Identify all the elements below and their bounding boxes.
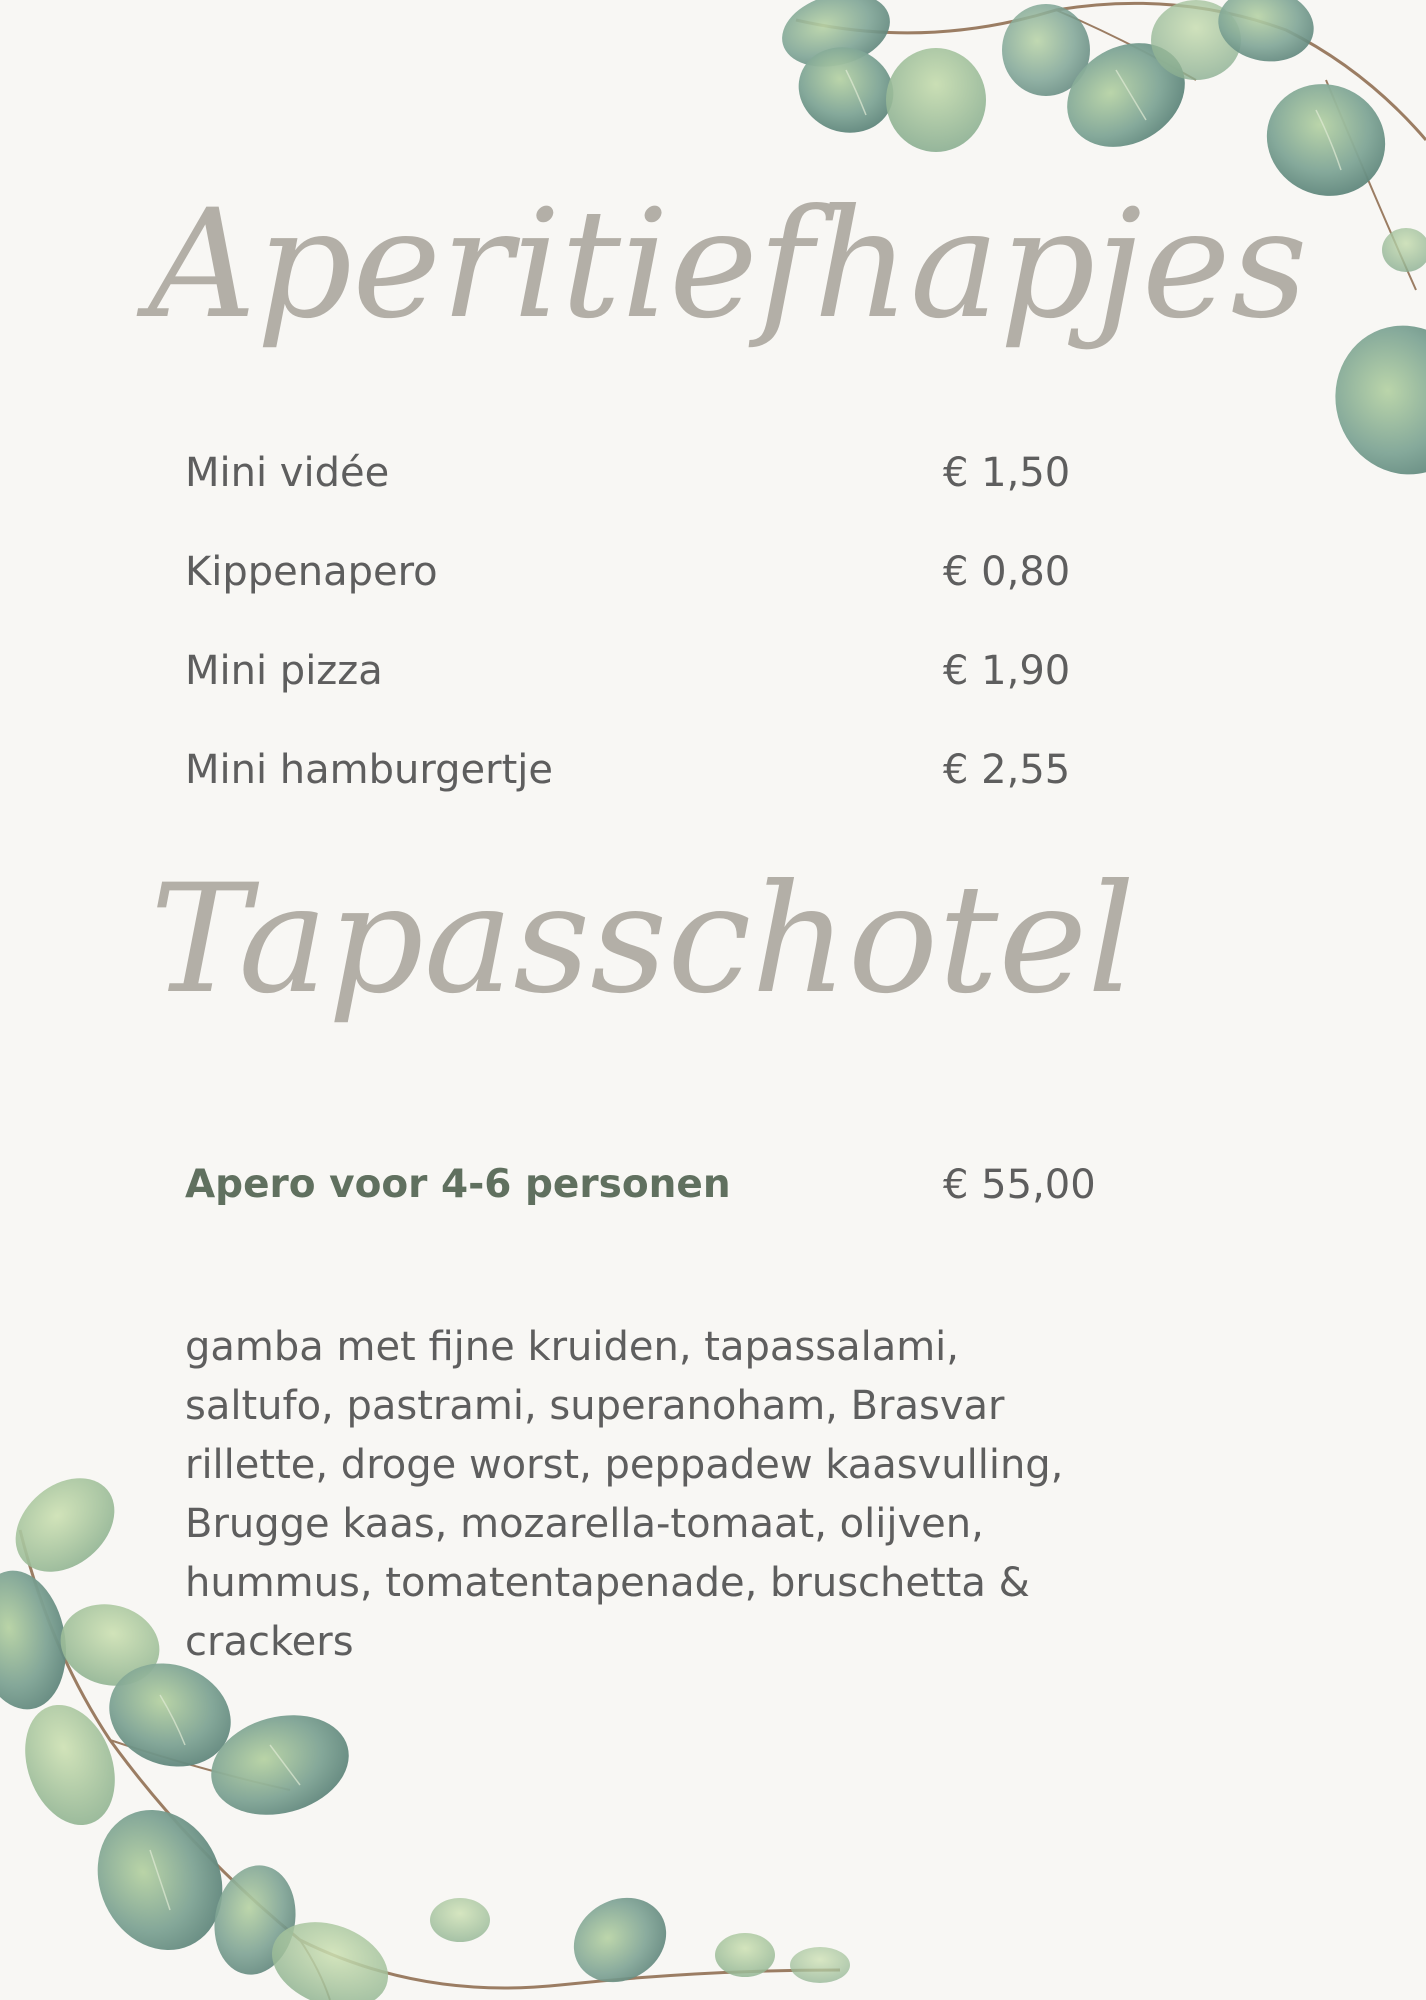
menu-item-name: Mini pizza: [185, 648, 383, 694]
menu-item-name: Kippenapero: [185, 549, 438, 595]
menu-item: [185, 648, 1185, 698]
featured-item-price: € 55,00: [943, 1162, 1096, 1208]
section-title-aperitiefhapjes: Aperitiefhapjes: [148, 178, 1308, 352]
menu-item-price: € 1,50: [943, 450, 1071, 496]
menu-item-price: € 2,55: [943, 747, 1071, 793]
section-title-tapasschotel: Tapasschotel: [150, 853, 1136, 1027]
menu-item: [185, 549, 1185, 599]
menu-item-price: € 0,80: [943, 549, 1071, 595]
menu-item-name: Mini hamburgertje: [185, 747, 553, 793]
menu-item-name: Mini vidée: [185, 450, 390, 496]
featured-item-name: Apero voor 4-6 personen: [185, 1162, 731, 1207]
platter-description: gamba met fijne kruiden, tapassalami, saltufo, pastrami, superanoham, Brasvar rillette, droge worst, peppadew kaasvulling, Brugge kaas, mozarella-tomaat, olijven, hummus, tomatentapenade, bruschetta & crackers: [185, 1324, 1064, 1665]
menu-item: [185, 450, 1185, 500]
menu-item: [185, 747, 1185, 797]
menu-item-price: € 1,90: [943, 648, 1071, 694]
featured-menu-item: [185, 1162, 1185, 1212]
